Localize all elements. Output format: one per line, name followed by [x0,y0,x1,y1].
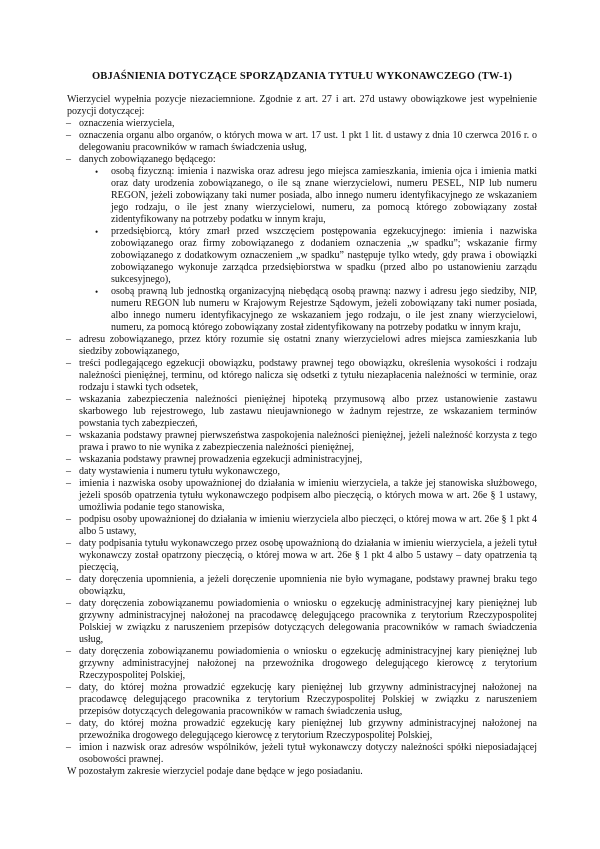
dash-bullet-icon: – [66,430,71,441]
dash-bullet-icon: – [66,358,71,369]
list-item [67,718,537,742]
list-item-text: daty podpisania tytułu wykonawczego przez osobę upoważnioną do działania w imieniu wierzyciela, a jeżeli tytuł wykonawczy został opatrzony pieczęcią, o której mowa w art. 26e § 1 pkt 4 albo 5 ustawy – daty opatrzenia tą pieczęcią, [79,538,537,573]
list-item [67,430,537,454]
list-item-text: osobą fizyczną: imienia i nazwiska oraz adresu jego miejsca zamieszkania, imienia ojca i imienia matki oraz daty urodzenia zobowiązanego, o ile są znane wierzycielowi, numeru PESEL, NIP lub numeru REGON, jeżeli zobowiązany taki numer posiada, albo innego numeru identyfikacyjnego ze wskazaniem jego rodzaju, o ile jest znany wierzycielowi, numeru, za pomocą którego zobowiązany został zidentyfikowany na potrzeby podatku w innym kraju, [111,166,537,225]
list-item-text: przedsiębiorcą, który zmarł przed wszczęciem postępowania egzekucyjnego: imienia i nazwiska zobowiązanego oraz firmy zobowiązanego z dodaniem oznaczenia „w spadku”; wskazanie firmy zobowiązanego z dodatkowym oznaczeniem „w spadku” następuje tylko wtedy, gdy prawa i obowiązki zobowiązanego wykonuje zarządca przedsiębiorstwa w spadku (przed albo po ustanowieniu zarządu sukcesyjnego), [111,226,537,285]
list-subitem [67,286,537,334]
closing-paragraph: W pozostałym zakresie wierzyciel podaje dane będące w jego posiadaniu. [67,766,363,777]
intro-paragraph: Wierzyciel wypełnia pozycje niezaciemnione. Zgodnie z art. 27 i art. 27d ustawy obowiązkowe jest wypełnienie pozycji dotyczącej: [67,94,537,117]
list-item [67,454,537,466]
list-item-text: adresu zobowiązanego, przez który rozumie się ostatni znany wierzycielowi adres miejsca zamieszkania lub siedziby zobowiązanego, [79,334,537,357]
list-item [67,478,537,514]
list-item [67,514,537,538]
dash-bullet-icon: – [66,154,71,165]
dash-bullet-icon: – [66,646,71,657]
dash-bullet-icon: – [66,130,71,141]
dash-bullet-icon: – [66,598,71,609]
dash-bullet-icon: – [66,118,71,129]
list-item [67,358,537,394]
dash-bullet-icon: – [66,718,71,729]
list-item-text: daty, do której można prowadzić egzekucję kary pieniężnej lub grzywny administracyjnej nałożonej na przewoźnika drogowego delegującego kierowcę z terytorium Rzeczypospolitej Polskiej, [79,718,537,741]
list-item-text: oznaczenia wierzyciela, [79,118,175,129]
dash-bullet-icon: – [66,742,71,753]
dash-bullet-icon: – [66,334,71,345]
list-item [67,334,537,358]
document-content [67,70,537,778]
list-item [67,574,537,598]
list-item-text: wskazania zabezpieczenia należności pieniężnej hipoteką przymusową albo przez ustanowienie zastawu skarbowego lub rejestrowego, lub zastawu nieujawnionego w żadnym rejestrze, ze wskazaniem terminów powstania tych zabezpieczeń, [79,394,537,429]
dash-bullet-icon: – [66,466,71,477]
dash-bullet-icon: – [66,514,71,525]
dash-bullet-icon: – [66,682,71,693]
list-item-text: daty doręczenia zobowiązanemu powiadomienia o wniosku o egzekucję administracyjnej kary pieniężnej lub grzywny administracyjnej nałożonej na pracodawcę delegującego pracownika z terytorium Rzeczypospolitej Polskiej w związku z naruszeniem przepisów dotyczących delegowania pracowników w ramach świadczenia usług, [79,598,537,645]
list-item-text: daty, do której można prowadzić egzekucję kary pieniężnej lub grzywny administracyjnej nałożonej na pracodawcę delegującego pracownika z terytorium Rzeczypospolitej Polskiej w związku z naruszeniem przepisów dotyczących delegowania pracowników w ramach świadczenia usług, [79,682,537,717]
list-item [67,466,537,478]
list-item [67,742,537,766]
list-item [67,154,537,166]
list-item-text: imienia i nazwiska osoby upoważnionej do działania w imieniu wierzyciela, a także jej stanowiska służbowego, jeżeli sposób opatrzenia tytułu wykonawczego podpisem albo pieczęcią, o których mowa w art. 26e § 1 ustawy, umożliwia podanie tego stanowiska, [79,478,537,513]
list-item-text: osobą prawną lub jednostką organizacyjną niebędącą osobą prawną: nazwy i adresu jego siedziby, NIP, numeru REGON lub numeru w Krajowym Rejestrze Sądowym, jeżeli zobowiązany taki numer posiada, albo innego numeru identyfikacyjnego ze wskazaniem jego rodzaju, o ile jest znany wierzycielowi, numeru, za pomocą którego zobowiązany został zidentyfikowany na potrzeby podatku w innym kraju, [111,286,537,333]
list-item [67,682,537,718]
list-item [67,538,537,574]
dash-bullet-icon: – [66,574,71,585]
list-item [67,394,537,430]
dot-bullet-icon: • [95,227,99,237]
list-item-text: daty doręczenia zobowiązanemu powiadomienia o wniosku o egzekucję administracyjnej kary pieniężnej lub grzywny administracyjnej nałożonej na przewoźnika drogowego delegującego kierowcę z terytorium Rzeczypospolitej Polskiej, [79,646,537,681]
list-item-text: wskazania podstawy prawnej prowadzenia egzekucji administracyjnej, [79,454,363,465]
list-item-text: oznaczenia organu albo organów, o których mowa w art. 17 ust. 1 pkt 1 lit. d ustawy z dnia 10 czerwca 2016 r. o delegowaniu pracowników w ramach świadczenia usług, [79,130,537,153]
list-subitem [67,166,537,226]
list-item [67,646,537,682]
dash-bullet-icon: – [66,454,71,465]
dash-bullet-icon: – [66,394,71,405]
list-item [67,130,537,154]
list-item-text: wskazania podstawy prawnej pierwszeństwa zaspokojenia należności pieniężnej, jeżeli należność korzysta z tego prawa i prawo to nie wynika z zabezpieczenia należności pieniężnej, [79,430,537,453]
list-subitem [67,226,537,286]
instruction-list [67,118,537,766]
list-item-text: daty doręczenia upomnienia, a jeżeli doręczenie upomnienia nie było wymagane, podstawy prawnej braku tego obowiązku, [79,574,537,597]
list-item-text: treści podlegającego egzekucji obowiązku, podstawy prawnej tego obowiązku, określenia wysokości i rodzaju należności pieniężnej, terminu, od którego nalicza się odsetki z tytułu niezapłacenia należności w terminie, oraz rodzaju i stawki tych odsetek, [79,358,537,393]
dot-bullet-icon: • [95,167,99,177]
list-item-text: imion i nazwisk oraz adresów wspólników, jeżeli tytuł wykonawczy dotyczy należności spółki nieposiadającej osobowości prawnej. [79,742,537,765]
list-item-text: podpisu osoby upoważnionej do działania w imieniu wierzyciela albo pieczęci, o której mowa w art. 26e § 1 pkt 4 albo 5 ustawy, [79,514,537,537]
dot-bullet-icon: • [95,287,99,297]
list-item-text: daty wystawienia i numeru tytułu wykonawczego, [79,466,281,477]
list-item-text: danych zobowiązanego będącego: [79,154,216,165]
dash-bullet-icon: – [66,538,71,549]
list-item [67,118,537,130]
document-title: OBJAŚNIENIA DOTYCZĄCE SPORZĄDZANIA TYTUŁU WYKONAWCZEGO (TW-1) [91,71,513,82]
list-item [67,598,537,646]
dash-bullet-icon: – [66,478,71,489]
